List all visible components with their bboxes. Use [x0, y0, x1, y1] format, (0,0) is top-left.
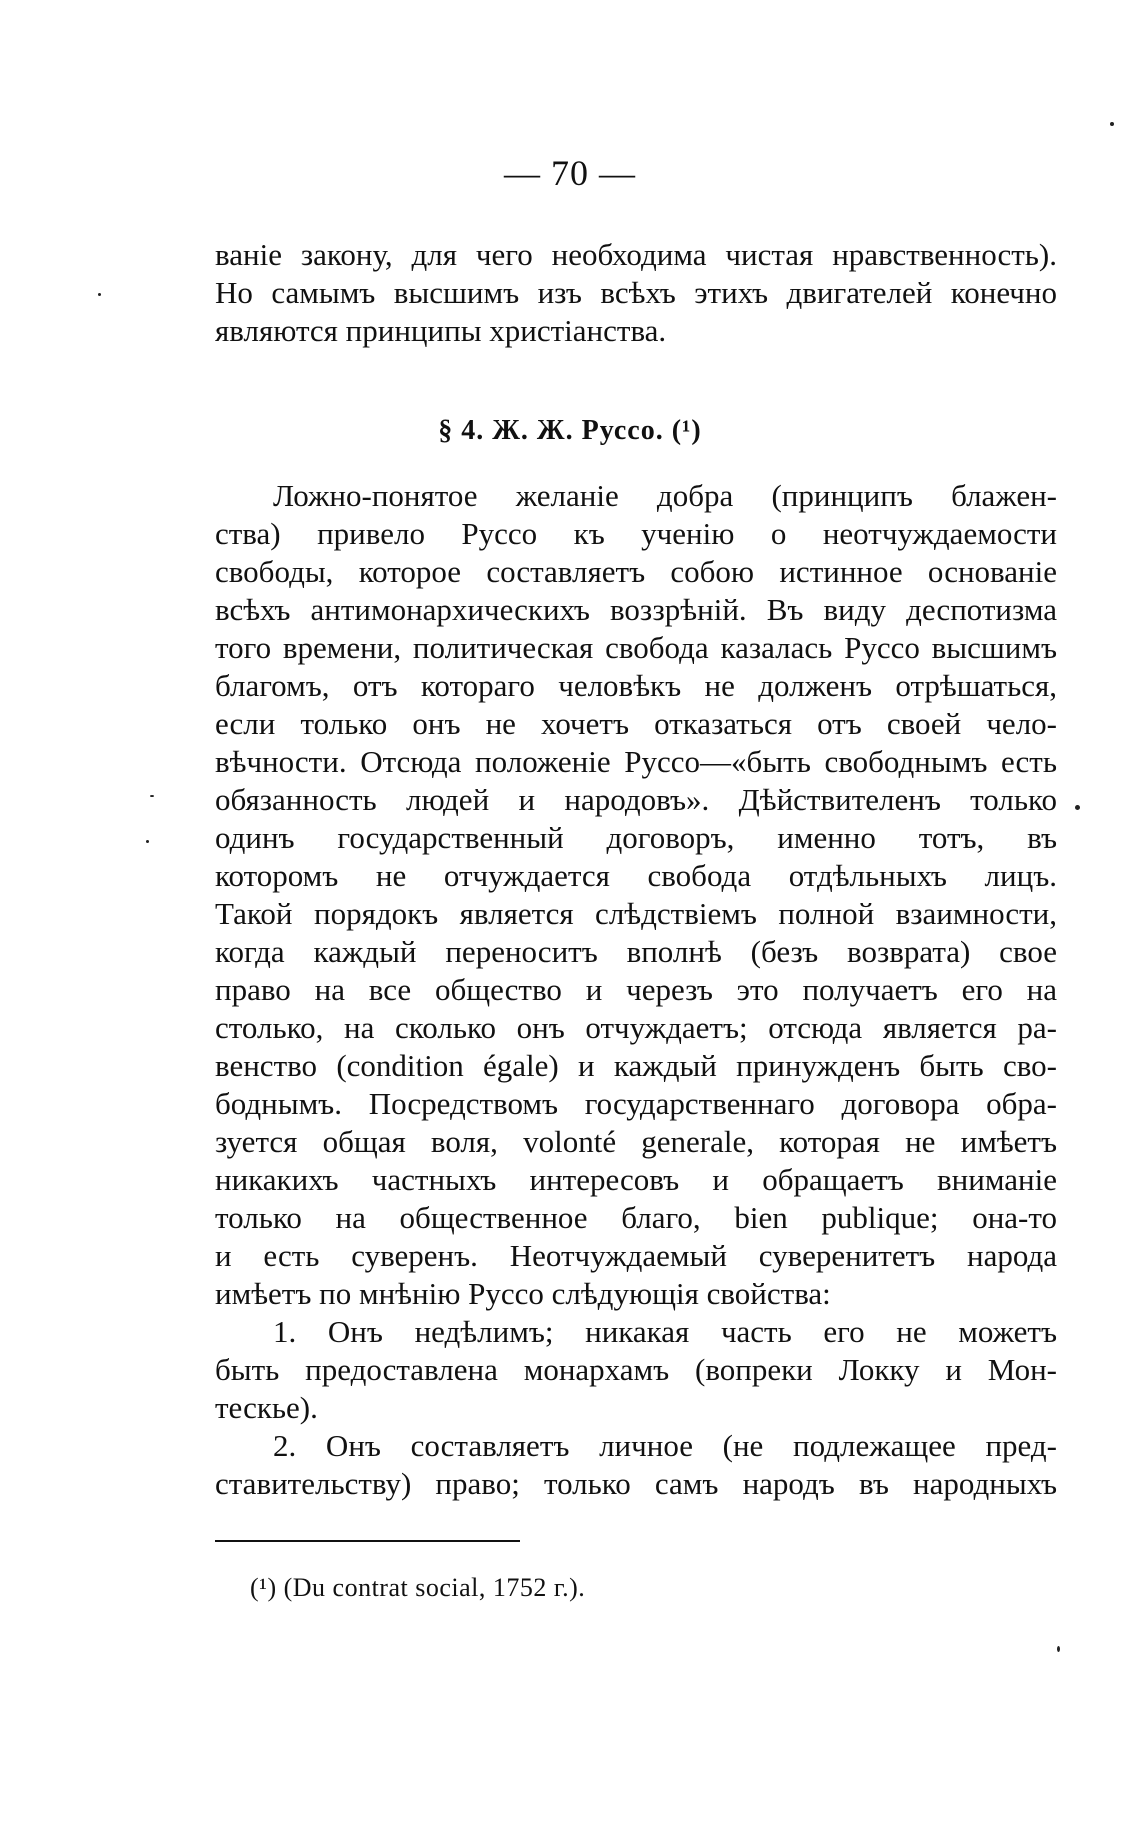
text-line: когда каждый переноситъ вполнѣ (безъ возврата) свое [215, 934, 1057, 969]
text-line: Ложно-понятое желаніе добра (принципъ блажен- [273, 478, 1057, 513]
text-line: имѣетъ по мнѣнію Руссо слѣдующія свойства: [215, 1276, 831, 1311]
text-line: ставительству) право; только самъ народъ въ народныхъ [215, 1466, 1057, 1501]
text-line: если только онъ не хочетъ отказаться отъ своей чело- [215, 706, 1057, 741]
text-line: ваніе закону, для чего необходима чистая нравственность). [215, 237, 1057, 272]
text-line: ства) привело Руссо къ ученію о неотчуждаемости [215, 516, 1057, 551]
print-speck [146, 840, 149, 843]
footnote: (¹) (Du contrat social, 1752 г.). [250, 1573, 586, 1602]
text-line: 2. Онъ составляетъ личное (не подлежащее пред- [273, 1428, 1057, 1463]
text-line: одинъ государственный договоръ, именно тотъ, въ [215, 820, 1057, 855]
text-line: свободы, которое составляетъ собою истинное основаніе [215, 554, 1057, 589]
text-line: только на общественное благо, bien publique; она-то [215, 1200, 1057, 1235]
print-speck [1075, 805, 1080, 810]
top-paragraph [215, 236, 1057, 350]
text-line: венство (condition égale) и каждый принужденъ быть сво- [215, 1048, 1057, 1083]
print-speck [150, 795, 154, 797]
print-speck [1110, 122, 1114, 126]
text-line: являются принципы христіанства. [215, 313, 667, 348]
text-line: никакихъ частныхъ интересовъ и обращаетъ вниманіе [215, 1162, 1057, 1197]
text-line: вѣчности. Отсюда положеніе Руссо—«быть свободнымъ есть [215, 744, 1057, 779]
footnote-divider [215, 1540, 520, 1542]
list-item-1 [215, 1313, 1057, 1427]
text-line: 1. Онъ недѣлимъ; никакая часть его не можетъ [273, 1314, 1057, 1349]
text-line: обязанность людей и народовъ». Дѣйствителенъ только [215, 782, 1057, 817]
text-line: столько, на сколько онъ отчуждаетъ; отсюда является ра- [215, 1010, 1057, 1045]
text-line: и есть суверенъ. Неотчуждаемый суверенитетъ народа [215, 1238, 1057, 1273]
text-line: благомъ, отъ котораго человѣкъ не долженъ отрѣшаться, [215, 668, 1057, 703]
text-line: быть предоставлена монархамъ (вопреки Локку и Мон- [215, 1352, 1057, 1387]
text-line: боднымъ. Посредствомъ государственнаго договора обра- [215, 1086, 1057, 1121]
text-line: которомъ не отчуждается свобода отдѣльныхъ лицъ. [215, 858, 1057, 893]
text-line: зуется общая воля, volonté generale, которая не имѣетъ [215, 1124, 1057, 1159]
print-speck [98, 293, 101, 296]
list-item-2 [215, 1427, 1057, 1503]
page-number: — 70 — [504, 153, 636, 193]
text-line: тескье). [215, 1390, 318, 1425]
print-speck [1057, 1646, 1060, 1652]
text-line: всѣхъ антимонархическихъ воззрѣній. Въ виду деспотизма [215, 592, 1057, 627]
text-line: право на все общество и черезъ это получаетъ его на [215, 972, 1057, 1007]
text-line: Но самымъ высшимъ изъ всѣхъ этихъ двигателей конечно [215, 275, 1057, 310]
section-heading: § 4. Ж. Ж. Руссо. (¹) [438, 415, 702, 446]
text-line: Такой порядокъ является слѣдствіемъ полной взаимности, [215, 896, 1057, 931]
text-line: того времени, политическая свобода казалась Руссо высшимъ [215, 630, 1057, 665]
main-paragraph [215, 477, 1057, 1313]
